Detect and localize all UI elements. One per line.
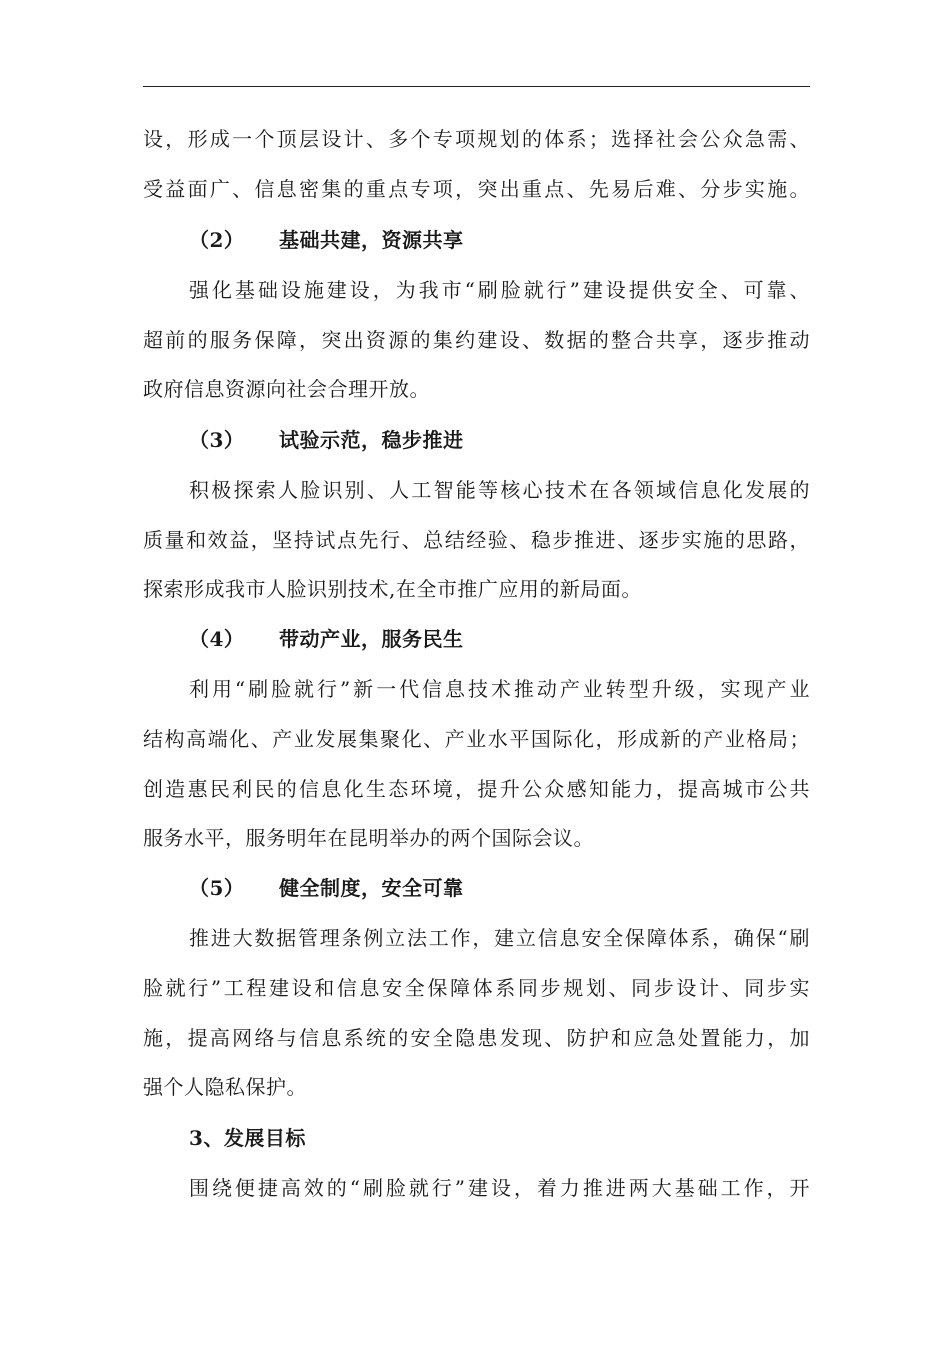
heading-title: 试验示范，稳步推进: [279, 428, 464, 452]
text-line: 脸就行”工程建设和信息安全保障体系同步规划、同步设计、同步实: [143, 976, 810, 1000]
text-line: 强化基础设施建设，为我市“刷脸就行”建设提供安全、可靠、: [189, 278, 810, 302]
text-line: 探索形成我市人脸识别技术,在全市推广应用的新局面。: [143, 577, 642, 601]
heading-title: 健全制度，安全可靠: [279, 876, 464, 900]
text-line: 推进大数据管理条例立法工作，建立信息安全保障体系，确保“刷: [189, 926, 810, 950]
heading-number: （4）: [189, 627, 245, 651]
text-line: 强个人隐私保护。: [143, 1075, 307, 1099]
heading-number: （2）: [189, 228, 245, 252]
text-line: 积极探索人脸识别、人工智能等核心技术在各领域信息化发展的: [189, 478, 810, 502]
heading-number: （3）: [189, 428, 245, 452]
heading-5: [189, 873, 810, 903]
text-line: 设，形成一个顶层设计、多个专项规划的体系；选择社会公众急需、: [143, 127, 810, 151]
text-line: 创造惠民利民的信息化生态环境，提升公众感知能力，提高城市公共: [143, 777, 810, 801]
text-line: 施，提高网络与信息系统的安全隐患发现、防护和应急处置能力，加: [143, 1026, 810, 1050]
heading-2: [189, 225, 810, 255]
heading-title: 基础共建，资源共享: [279, 228, 464, 252]
text-line: 政府信息资源向社会合理开放。: [143, 377, 430, 401]
header-rule: [143, 86, 810, 87]
heading-number: （5）: [189, 876, 245, 900]
text-line: 超前的服务保障，突出资源的集约建设、数据的整合共享，逐步推动: [143, 328, 810, 352]
text-line: 服务水平，服务明年在昆明举办的两个国际会议。: [143, 826, 594, 850]
section-heading: 3、发展目标: [189, 1126, 306, 1150]
heading-4: [189, 624, 810, 654]
text-line: 受益面广、信息密集的重点专项，突出重点、先易后难、分步实施。: [143, 177, 810, 201]
text-line: 利用“刷脸就行”新一代信息技术推动产业转型升级，实现产业: [189, 677, 810, 701]
heading-3: [189, 425, 810, 455]
text-line: 围绕便捷高效的“刷脸就行”建设，着力推进两大基础工作，开: [189, 1176, 810, 1200]
text-line: 结构高端化、产业发展集聚化、产业水平国际化，形成新的产业格局；: [143, 727, 810, 751]
heading-title: 带动产业，服务民生: [279, 627, 464, 651]
text-line: 质量和效益，坚持试点先行、总结经验、稳步推进、逐步实施的思路，: [143, 528, 810, 552]
